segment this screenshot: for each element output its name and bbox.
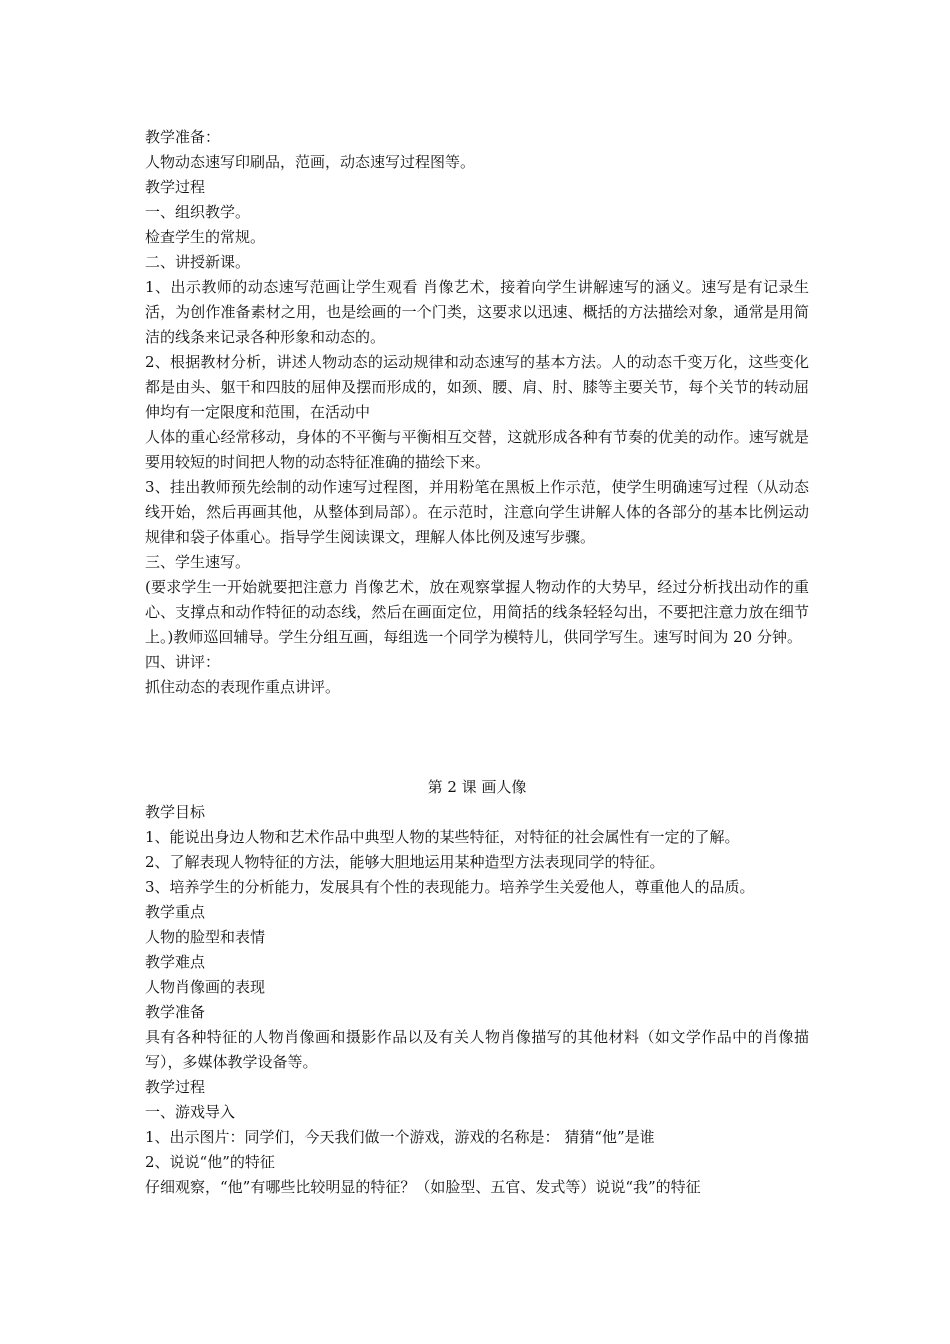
teach-item-1: 1、出示教师的动态速写范画让学生观看 肖像艺术，接着向学生讲解速写的涵义。速写是有记录生活，为创作准备素材之用，也是绘画的一个门类，这要求以迅速、概括的方法描绘对象，通常是用简洁的线条来记录各种形象和动态的。	[145, 278, 809, 346]
review-detail: 抓住动态的表现作重点讲评。	[145, 678, 341, 696]
document-page	[145, 125, 809, 1200]
teach-item-2-cont: 人体的重心经常移动，身体的不平衡与平衡相互交替，这就形成各种有节奏的优美的动作。速写就是要用较短的时间把人物的动态特征准确的描绘下来。	[145, 428, 809, 471]
lesson-title: 第 2 课 画人像	[427, 778, 527, 796]
step-organize-detail: 检查学生的常规。	[145, 228, 266, 246]
step-organize: 一、组织教学。	[145, 203, 251, 221]
game-item-1: 1、出示图片：同学们，今天我们做一个游戏，游戏的名称是： 猜猜“他”是谁	[145, 1128, 655, 1146]
game-item-2: 2、说说“他”的特征	[145, 1153, 275, 1171]
step-teach: 二、讲授新课。	[145, 253, 251, 271]
key-points-detail: 人物的脸型和表情	[145, 928, 266, 946]
process-heading: 教学过程	[145, 178, 206, 196]
prep-heading-2: 教学准备	[145, 1003, 206, 1021]
prep-detail-2: 具有各种特征的人物肖像画和摄影作品以及有关人物肖像描写的其他材料（如文学作品中的肖像描写），多媒体教学设备等。	[145, 1028, 809, 1071]
teach-item-3: 3、挂出教师预先绘制的动作速写过程图，并用粉笔在黑板上作示范，使学生明确速写过程（从动态线开始，然后再画其他，从整体到局部）。在示范时，注意向学生讲解人体的各部分的基本比例运动规律和袋子体重心。指导学生阅读课文，理解人体比例及速写步骤。	[145, 478, 809, 546]
objectives-heading: 教学目标	[145, 803, 206, 821]
objective-1: 1、能说出身边人物和艺术作品中典型人物的某些特征，对特征的社会属性有一定的了解。	[145, 828, 740, 846]
key-points-heading: 教学重点	[145, 903, 206, 921]
difficulty-heading: 教学难点	[145, 953, 206, 971]
objective-2: 2、了解表现人物特征的方法，能够大胆地运用某种造型方法表现同学的特征。	[145, 853, 665, 871]
objective-3: 3、培养学生的分析能力，发展具有个性的表现能力。培养学生关爱他人，尊重他人的品质。	[145, 878, 755, 896]
prep-materials: 人物动态速写印刷品，范画，动态速写过程图等。	[145, 153, 476, 171]
difficulty-detail: 人物肖像画的表现	[145, 978, 266, 996]
sketch-detail: (要求学生一开始就要把注意力 肖像艺术，放在观察掌握人物动作的大势早，经过分析找出动作的重心、支撑点和动作特征的动态线，然后在画面定位，用简括的线条轻轻勾出，不要把注意力放在细节上。)教师巡回辅导。学生分组互画，每组选一个同学为模特儿，供同学写生。速写时间为 20 分钟。	[145, 578, 809, 646]
process-heading-2: 教学过程	[145, 1078, 206, 1096]
game-intro: 一、游戏导入	[145, 1103, 236, 1121]
step-review: 四、讲评：	[145, 653, 221, 671]
game-item-2-detail: 仔细观察，“他”有哪些比较明显的特征？（如脸型、五官、发式等）说说“我”的特征	[145, 1178, 701, 1196]
section-gap	[145, 700, 809, 775]
step-sketch: 三、学生速写。	[145, 553, 251, 571]
prep-heading: 教学准备：	[145, 128, 221, 146]
teach-item-2: 2、根据教材分析，讲述人物动态的运动规律和动态速写的基本方法。人的动态千变万化，这些变化都是由头、躯干和四肢的屈伸及摆而形成的，如颈、腰、肩、肘、膝等主要关节，每个关节的转动屈伸均有一定限度和范围，在活动中	[145, 353, 809, 421]
